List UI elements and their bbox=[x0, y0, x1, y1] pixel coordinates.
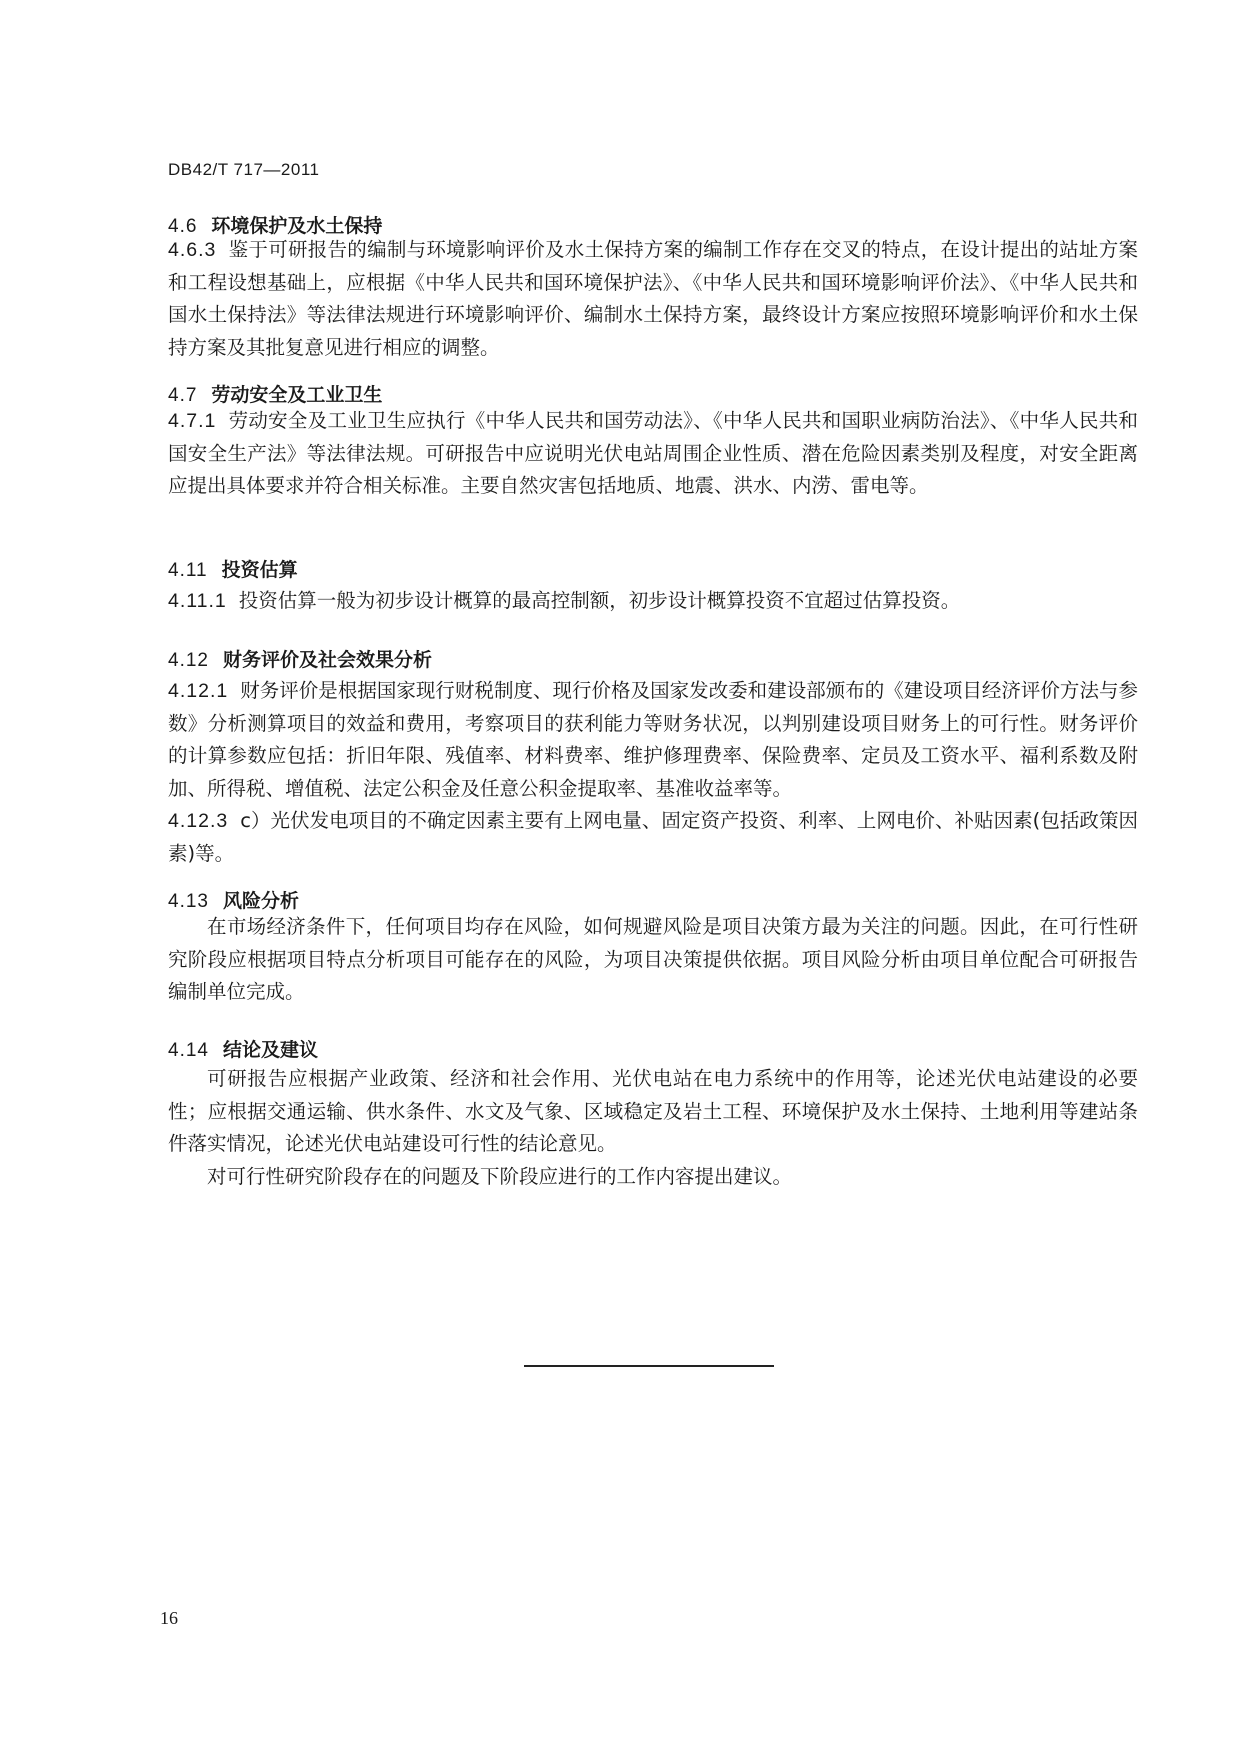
section-title: 结论及建议 bbox=[222, 1039, 318, 1061]
paragraph-4-13: 在市场经济条件下，任何项目均存在风险，如何规避风险是项目决策方最为关注的问题。因此，在可行性研究阶段应根据项目特点分析项目可能存在的风险，为项目决策提供依据。项目风险分析由项目单位配合可研报告编制单位完成。 bbox=[168, 915, 1138, 1003]
section-title: 财务评价及社会效果分析 bbox=[222, 649, 432, 671]
clause-number: 4.6.3 bbox=[168, 239, 217, 261]
section-number: 4.6 bbox=[168, 216, 198, 237]
paragraph-4-12-3 bbox=[168, 805, 1138, 870]
end-of-document-rule bbox=[524, 1365, 774, 1367]
paragraph-4-6-3 bbox=[168, 234, 1138, 364]
section-heading-4-12 bbox=[168, 645, 432, 672]
section-heading-4-14 bbox=[168, 1035, 318, 1062]
clause-text: 投资估算一般为初步设计概算的最高控制额，初步设计概算投资不宜超过估算投资。 bbox=[238, 589, 961, 612]
clause-text: c）光伏发电项目的不确定因素主要有上网电量、固定资产投资、利率、上网电价、补贴因素(包括政策因素)等。 bbox=[168, 809, 1138, 865]
section-number: 4.7 bbox=[168, 385, 198, 406]
clause-text: 鉴于可研报告的编制与环境影响评价及水土保持方案的编制工作存在交叉的特点，在设计提出的站址方案和工程设想基础上，应根据《中华人民共和国环境保护法》、《中华人民共和国环境影响评价法》、《中华人民共和国水土保持法》等法律法规进行环境影响评价、编制水土保持方案，最终设计方案应按照环境影响评价和水土保持方案及其批复意见进行相应的调整。 bbox=[168, 238, 1138, 359]
paragraph-4-14-a: 可研报告应根据产业政策、经济和社会作用、光伏电站在电力系统中的作用等，论述光伏电站建设的必要性；应根据交通运输、供水条件、水文及气象、区域稳定及岩土工程、环境保护及水土保持、土地利用等建站条件落实情况，论述光伏电站建设可行性的结论意见。 bbox=[168, 1067, 1138, 1155]
section-number: 4.12 bbox=[168, 650, 209, 671]
section-number: 4.11 bbox=[168, 560, 208, 581]
paragraph-4-12-1 bbox=[168, 675, 1138, 805]
page-number: 16 bbox=[160, 1608, 178, 1628]
section-number: 4.13 bbox=[168, 891, 209, 912]
paragraph-4-14-b: 对可行性研究阶段存在的问题及下阶段应进行的工作内容提出建议。 bbox=[207, 1165, 793, 1188]
clause-text: 劳动安全及工业卫生应执行《中华人民共和国劳动法》、《中华人民共和国职业病防治法》、《中华人民共和国安全生产法》等法律法规。可研报告中应说明光伏电站周围企业性质、潜在危险因素类别及程度，对安全距离应提出具体要求并符合相关标准。主要自然灾害包括地质、地震、洪水、内涝、雷电等。 bbox=[168, 409, 1138, 497]
document-code: DB42/T 717—2011 bbox=[168, 160, 320, 179]
clause-text: 财务评价是根据国家现行财税制度、现行价格及国家发改委和建设部颁布的《建设项目经济评价方法与参数》分析测算项目的效益和费用，考察项目的获利能力等财务状况，以判别建设项目财务上的可行性。财务评价的计算参数应包括：折旧年限、残值率、材料费率、维护修理费率、保险费率、定员及工资水平、福利系数及附加、所得税、增值税、法定公积金及任意公积金提取率、基准收益率等。 bbox=[168, 679, 1138, 800]
section-title: 劳动安全及工业卫生 bbox=[211, 384, 383, 406]
section-title: 环境保护及水土保持 bbox=[211, 215, 383, 237]
section-heading-4-13 bbox=[168, 886, 299, 913]
section-heading-4-11 bbox=[168, 555, 298, 582]
clause-number: 4.12.1 bbox=[168, 680, 229, 702]
clause-number: 4.7.1 bbox=[168, 410, 217, 432]
section-title: 风险分析 bbox=[222, 890, 299, 912]
paragraph-4-7-1 bbox=[168, 405, 1138, 503]
clause-number: 4.11.1 bbox=[168, 590, 227, 612]
section-title: 投资估算 bbox=[221, 559, 298, 581]
section-heading-4-7 bbox=[168, 380, 382, 407]
section-number: 4.14 bbox=[168, 1040, 209, 1061]
paragraph-4-11-1 bbox=[168, 585, 1138, 618]
clause-number: 4.12.3 bbox=[168, 810, 229, 832]
